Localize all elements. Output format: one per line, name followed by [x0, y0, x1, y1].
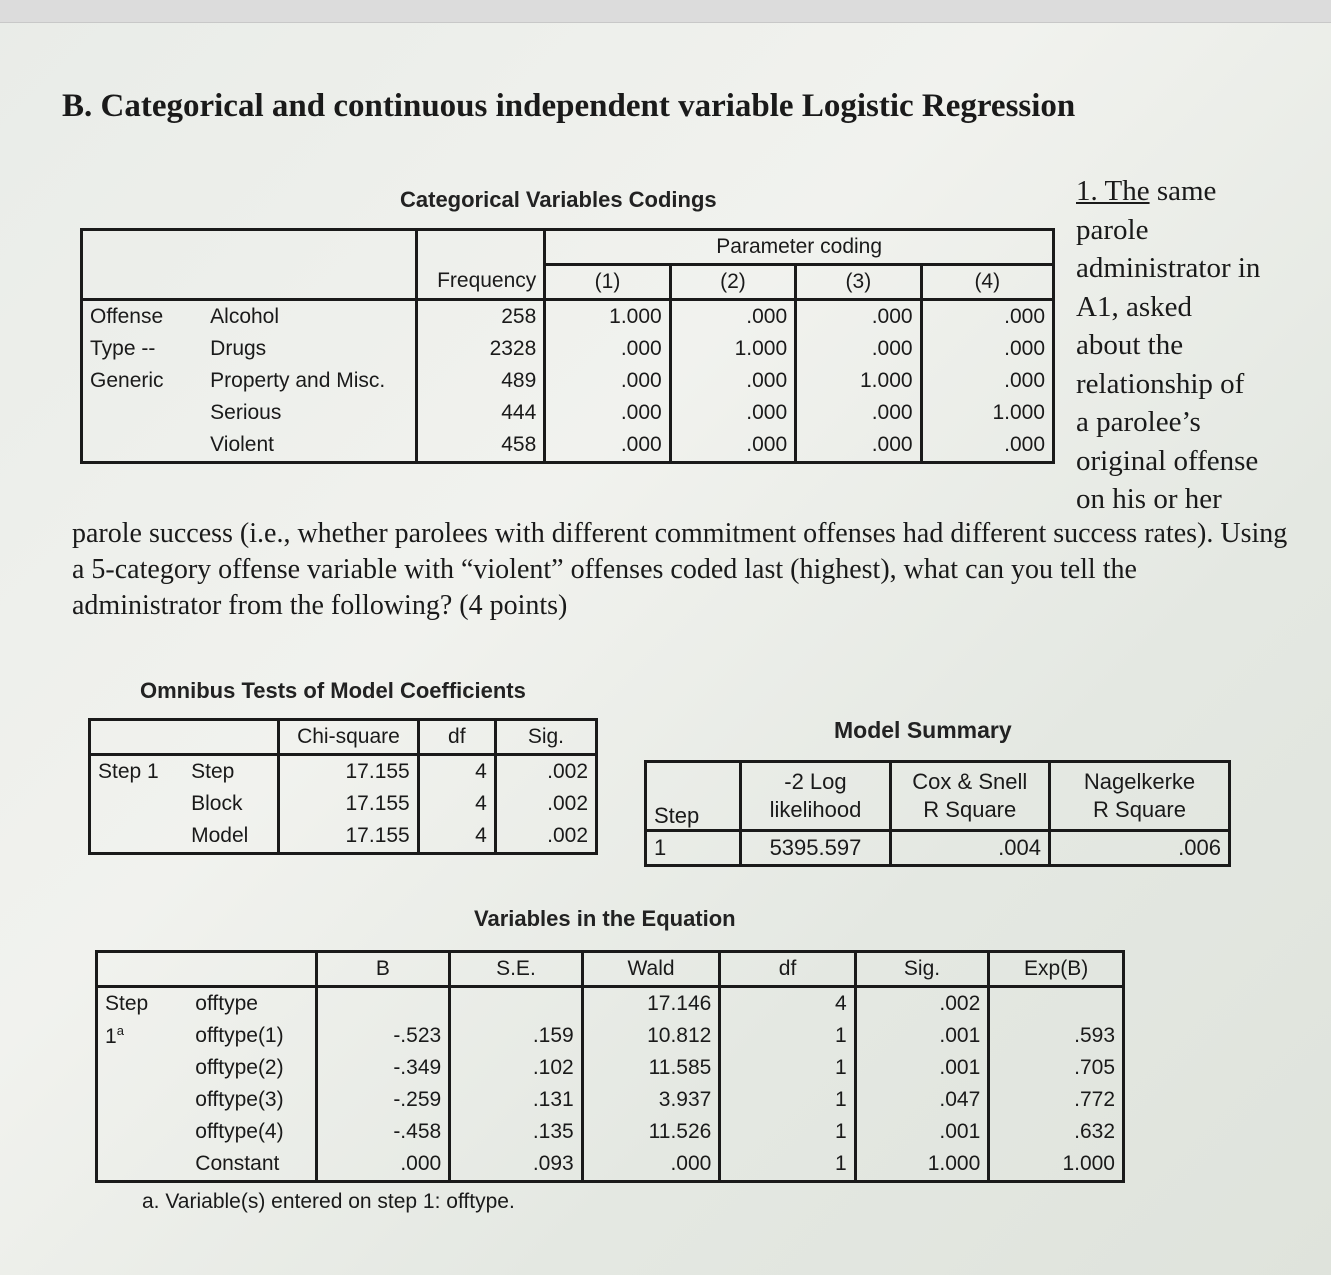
code-value: .000 — [545, 429, 670, 463]
row-label: Drugs — [210, 337, 267, 360]
code-header-4: (4) — [921, 265, 1053, 300]
sig-value: .002 — [495, 755, 596, 789]
eq-header-b: B — [316, 952, 450, 987]
se-value: .135 — [450, 1116, 583, 1148]
wald-value: 11.585 — [582, 1052, 720, 1084]
browser-top-edge — [0, 0, 1331, 23]
question-paragraph: parole success (i.e., whether parolees with different commitment offenses had different success rates). Using a 5-category offense variable with “violent” offenses coded last (highest), what can you tell the administrator from the following? (4 points) — [72, 518, 1288, 621]
se-value: .131 — [450, 1084, 583, 1116]
code-value: .000 — [796, 397, 921, 429]
df-value: 1 — [720, 1148, 855, 1182]
table-row — [90, 755, 597, 789]
ms-step-value: 1 — [646, 831, 741, 866]
code-value: 1.000 — [545, 300, 670, 334]
ms-header-cox-line2: R Square — [923, 797, 1017, 822]
empty-cell — [97, 1052, 189, 1084]
freq-value: 489 — [417, 365, 545, 397]
row-label: offtype(3) — [195, 1088, 284, 1111]
row-label: Block — [191, 792, 243, 815]
code-value: .000 — [670, 429, 795, 463]
eq-header-se: S.E. — [450, 952, 583, 987]
ms-header-cox-line1: Cox & Snell — [912, 769, 1028, 794]
corner-cell — [203, 230, 417, 265]
coding-table-title: Categorical Variables Codings — [400, 187, 717, 212]
eq-header-df: df — [720, 952, 855, 987]
equation-table — [95, 950, 1125, 1183]
table-row — [82, 333, 1054, 365]
df-value: 4 — [418, 788, 495, 820]
ms-header-nag-line1: Nagelkerke — [1083, 769, 1196, 794]
b-value — [316, 987, 450, 1021]
ms-cox-value: .004 — [890, 831, 1049, 866]
b-value: -.523 — [316, 1020, 450, 1052]
var-label-line: Type -- — [82, 333, 204, 365]
code-value: 1.000 — [796, 365, 921, 397]
code-value: 1.000 — [670, 333, 795, 365]
corner-cell — [184, 720, 279, 755]
exp-value: .632 — [989, 1116, 1124, 1148]
row-label: Violent — [203, 429, 417, 463]
omnibus-header-df: df — [418, 720, 495, 755]
eq-step-num: 1 — [105, 1025, 117, 1048]
code-value: .000 — [796, 429, 921, 463]
omnibus-table — [88, 718, 598, 855]
wald-value: 11.526 — [582, 1116, 720, 1148]
side-text-line: a parolee’s — [1076, 406, 1201, 438]
empty-cell — [82, 429, 204, 463]
side-text-line: about the — [1076, 329, 1184, 361]
code-value: .000 — [921, 429, 1053, 463]
sig-value: .002 — [495, 820, 596, 854]
table-row — [97, 1148, 1124, 1182]
row-label: offtype(4) — [195, 1120, 284, 1143]
eq-step-label — [97, 987, 189, 1021]
code-value: .000 — [921, 300, 1053, 334]
code-value: .000 — [670, 300, 795, 334]
chi-value: 17.155 — [279, 755, 419, 789]
section-title: B. Categorical and continuous independent variable Logistic Regression — [62, 88, 1076, 124]
wald-value: 3.937 — [582, 1084, 720, 1116]
corner-cell — [203, 265, 417, 300]
row-label: Serious — [210, 401, 282, 424]
step-label: Step 1 — [90, 755, 185, 789]
omnibus-header-chi: Chi-square — [279, 720, 419, 755]
model-summary-title: Model Summary — [834, 717, 1012, 743]
side-text-line: A1, asked — [1076, 290, 1192, 323]
empty-cell — [90, 820, 185, 854]
table-row — [90, 788, 597, 820]
df-value: 1 — [720, 1084, 855, 1116]
var-label-line: Generic — [82, 365, 204, 397]
table-row — [97, 1052, 1124, 1084]
code-value: .000 — [670, 397, 795, 429]
ms-header-nag-line2: R Square — [1093, 797, 1186, 822]
code-value: .000 — [545, 397, 670, 429]
df-value: 4 — [720, 987, 855, 1021]
eq-header-exp: Exp(B) — [989, 952, 1124, 987]
exp-value — [989, 987, 1124, 1021]
ms-ll-value: 5395.597 — [741, 831, 890, 866]
empty-cell — [90, 788, 185, 820]
equation-title: Variables in the Equation — [474, 906, 736, 931]
row-label: offtype — [195, 992, 258, 1015]
freq-value: 444 — [417, 397, 545, 429]
row-label: Alcohol — [210, 305, 280, 328]
omnibus-header-sig: Sig. — [495, 720, 596, 755]
df-value: 4 — [418, 755, 495, 789]
code-header-1: (1) — [545, 265, 670, 300]
code-value: .000 — [796, 333, 921, 365]
se-value: .093 — [450, 1148, 583, 1182]
table-row — [82, 397, 1054, 429]
freq-value: 458 — [417, 429, 545, 463]
se-value: .102 — [450, 1052, 583, 1084]
wald-value: 10.812 — [582, 1020, 720, 1052]
row-label: offtype(2) — [195, 1056, 284, 1079]
side-text-line: original offense — [1076, 444, 1259, 477]
sig-value: .002 — [855, 987, 989, 1021]
side-text-line: same — [1149, 175, 1217, 207]
equation-footnote: a. Variable(s) entered on step 1: offtype. — [142, 1190, 515, 1213]
df-value: 4 — [418, 820, 495, 854]
table-row — [97, 1084, 1124, 1116]
code-value: .000 — [545, 333, 670, 365]
sig-value: .001 — [855, 1116, 989, 1148]
freq-value: 2328 — [417, 333, 545, 365]
sig-value: 1.000 — [855, 1148, 989, 1182]
model-summary-table — [644, 760, 1231, 867]
chi-value: 17.155 — [279, 788, 419, 820]
question-side-text — [1076, 172, 1321, 519]
freq-header-top — [417, 230, 545, 265]
side-text-line: on his or her — [1076, 483, 1222, 515]
freq-value: 258 — [417, 300, 545, 334]
table-row — [82, 429, 1054, 463]
side-text-line: relationship of — [1076, 367, 1245, 400]
side-text-line: administrator in — [1076, 252, 1261, 284]
ms-header-nag — [1050, 762, 1230, 831]
code-value: 1.000 — [921, 397, 1053, 429]
corner-cell — [97, 952, 189, 987]
eq-header-sig: Sig. — [855, 952, 989, 987]
wald-value: .000 — [582, 1148, 720, 1182]
eq-step-word: Step — [105, 992, 149, 1015]
sig-value: .001 — [855, 1052, 989, 1084]
param-coding-header: Parameter coding — [545, 230, 1054, 265]
side-text-line: parole — [1076, 213, 1149, 246]
df-value: 1 — [720, 1020, 855, 1052]
question-number: 1. The — [1076, 175, 1150, 207]
table-row — [82, 365, 1054, 397]
table-row — [97, 987, 1124, 1021]
eq-step-footnote-mark: a — [116, 1023, 124, 1038]
row-label: offtype(1) — [195, 1024, 284, 1047]
df-value: 1 — [720, 1052, 855, 1084]
var-label-line: Offense — [82, 300, 204, 334]
code-header-2: (2) — [670, 265, 795, 300]
row-label: Constant — [188, 1148, 316, 1182]
b-value: .000 — [316, 1148, 450, 1182]
code-value: .000 — [921, 365, 1053, 397]
table-row — [82, 300, 1054, 334]
code-header-3: (3) — [796, 265, 921, 300]
corner-cell — [82, 265, 204, 300]
ms-header-ll-line2: likelihood — [769, 797, 862, 822]
exp-value: .772 — [989, 1084, 1124, 1116]
table-row — [646, 831, 1230, 866]
b-value: -.458 — [316, 1116, 450, 1148]
code-value: .000 — [796, 300, 921, 334]
omnibus-title: Omnibus Tests of Model Coefficients — [140, 678, 526, 703]
row-label: Property and Misc. — [210, 369, 386, 392]
b-value: -.349 — [316, 1052, 450, 1084]
table-row — [97, 1116, 1124, 1148]
empty-cell — [97, 1148, 189, 1182]
freq-header: Frequency — [417, 265, 545, 300]
code-value: .000 — [921, 333, 1053, 365]
row-label: Step — [191, 760, 235, 783]
ms-header-ll — [741, 762, 890, 831]
table-row — [90, 820, 597, 854]
sig-value: .002 — [495, 788, 596, 820]
sig-value: .001 — [855, 1020, 989, 1052]
table-row — [97, 1020, 1124, 1052]
coding-table — [80, 228, 1055, 464]
empty-cell — [97, 1116, 189, 1148]
corner-cell — [188, 952, 316, 987]
code-value: .000 — [545, 365, 670, 397]
se-value — [450, 987, 583, 1021]
b-value: -.259 — [316, 1084, 450, 1116]
chi-value: 17.155 — [279, 820, 419, 854]
df-value: 1 — [720, 1116, 855, 1148]
empty-cell — [82, 397, 204, 429]
se-value: .159 — [450, 1020, 583, 1052]
exp-value: .593 — [989, 1020, 1124, 1052]
empty-cell — [97, 1084, 189, 1116]
wald-value: 17.146 — [582, 987, 720, 1021]
eq-step-number — [97, 1020, 189, 1052]
exp-value: 1.000 — [989, 1148, 1124, 1182]
row-label: Model — [184, 820, 279, 854]
ms-header-ll-line1: -2 Log — [784, 769, 847, 794]
ms-header-cox — [890, 762, 1049, 831]
ms-nag-value: .006 — [1050, 831, 1230, 866]
corner-cell — [82, 230, 204, 265]
ms-header-step: Step — [646, 762, 741, 831]
eq-header-wald: Wald — [582, 952, 720, 987]
corner-cell — [90, 720, 185, 755]
code-value: .000 — [670, 365, 795, 397]
sig-value: .047 — [855, 1084, 989, 1116]
exp-value: .705 — [989, 1052, 1124, 1084]
